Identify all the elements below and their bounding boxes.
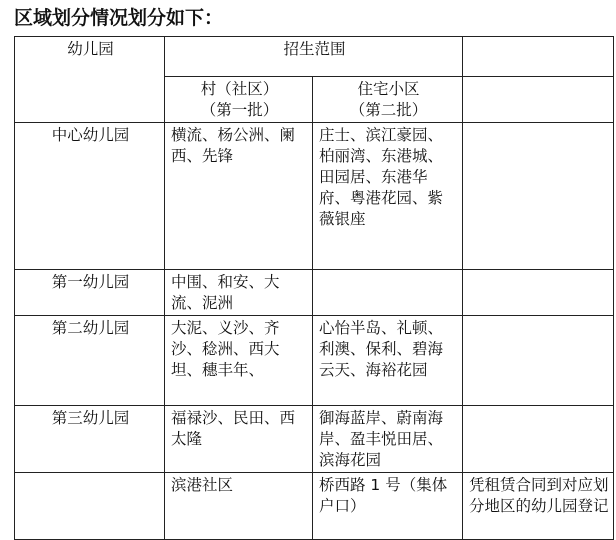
header-kindergarten: 幼儿园 [15,37,165,123]
table-row [15,316,614,406]
note-cell [463,316,614,406]
note-cell [463,123,614,270]
header-row [15,37,614,77]
residential-cell: 心怡半岛、礼顿、利澳、保利、碧海云天、海裕花园 [313,316,463,406]
header-village-line2: （第一批） [200,101,279,119]
header-village-line1: 村（社区） [200,80,279,98]
table-row [15,270,614,316]
residential-cell [313,270,463,316]
header-residential [313,77,463,123]
village-cell: 大泥、义沙、齐沙、稔洲、西大坦、穗丰年、 [165,316,313,406]
village-cell: 福禄沙、民田、西太隆 [165,406,313,473]
header-empty-cell [463,37,614,77]
kindergarten-cell [15,473,165,540]
header-residential-line2: （第二批） [349,101,428,119]
kindergarten-cell: 中心幼儿园 [15,123,165,270]
note-cell: 凭租赁合同到对应划分地区的幼儿园登记 [463,473,614,540]
district-allocation-table [14,36,614,540]
header-village [165,77,313,123]
table-row [15,473,614,540]
kindergarten-cell: 第二幼儿园 [15,316,165,406]
subheader-empty-cell [463,77,614,123]
kindergarten-cell: 第三幼儿园 [15,406,165,473]
header-enrollment-scope: 招生范围 [165,37,463,77]
note-cell [463,406,614,473]
note-cell [463,270,614,316]
page-title: 区域划分情况划分如下： [14,7,224,29]
table-row [15,406,614,473]
residential-cell: 桥西路 1 号（集体户口） [313,473,463,540]
village-cell: 中围、和安、大流、泥洲 [165,270,313,316]
village-cell: 横流、杨公洲、阑西、先锋 [165,123,313,270]
header-residential-line1: 住宅小区 [357,80,420,98]
table-row [15,123,614,270]
residential-cell: 庄士、滨江豪园、柏丽湾、东港城、田园居、东港华府、粤港花园、紫薇银座 [313,123,463,270]
residential-cell: 御海蓝岸、蔚南海岸、盈丰悦田居、滨海花园 [313,406,463,473]
village-cell: 滨港社区 [165,473,313,540]
kindergarten-cell: 第一幼儿园 [15,270,165,316]
